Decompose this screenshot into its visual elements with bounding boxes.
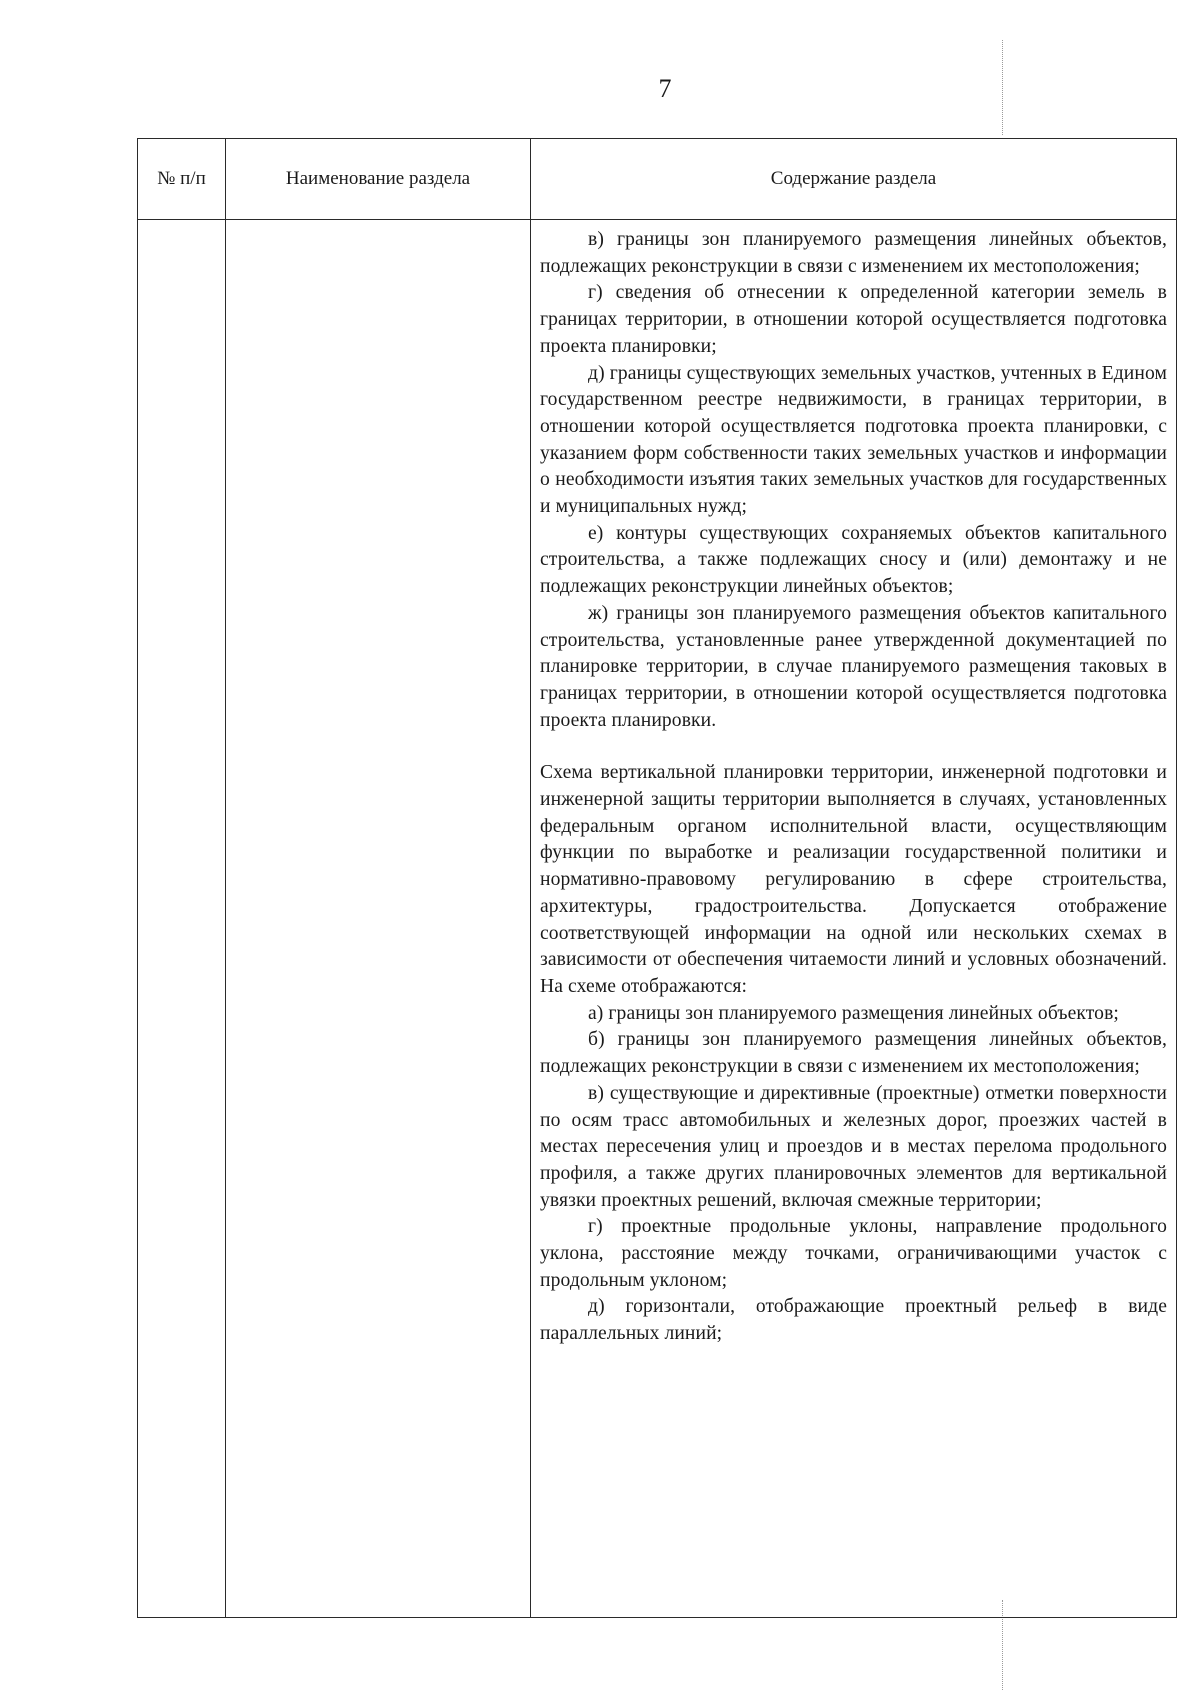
list-item: е) контуры существующих сохраняемых объектов капитального строительства, а также подлежащих сносу и (или) демонтажу и не подлежащих реконструкции линейных объектов; — [540, 522, 1167, 598]
header-number: № п/п — [138, 139, 226, 220]
document-table — [137, 138, 1177, 1618]
paragraph-gap — [540, 734, 1167, 760]
list-item: а) границы зон планируемого размещения линейных объектов; — [588, 1002, 1119, 1024]
page-number: 7 — [658, 74, 672, 103]
cell-section-content — [531, 220, 1177, 1618]
header-section-content: Содержание раздела — [531, 139, 1177, 220]
table-row — [138, 220, 1177, 1618]
cell-section-name — [226, 220, 531, 1618]
list-item: в) существующие и директивные (проектные) отметки поверхности по осям трасс автомобильных и железных дорог, проезжих частей в местах пересечения улиц и проездов и в местах перелома продольного профиля, а также других планировочных элементов для вертикальной увязки проектных решений, включая смежные территории; — [540, 1082, 1167, 1211]
list-item: ж) границы зон планируемого размещения объектов капитального строительства, установленные ранее утвержденной документацией по планировке территории, в случае планируемого размещения таковых в границах территории, в отношении которой осуществляется подготовка проекта планировки. — [540, 602, 1167, 731]
header-section-name: Наименование раздела — [226, 139, 531, 220]
scheme-intro-paragraph: Схема вертикальной планировки территории, инженерной подготовки и инженерной защиты территории выполняется в случаях, установленных федеральным органом исполнительной власти, осуществляющим функции по выработке и реализации государственной политики и нормативно-правовому регулированию в сфере строительства, архитектуры, градостроительства. Допускается отображение соответствующей информации на одной или нескольких схемах в зависимости от обеспечения читаемости линий и условных обозначений. На схеме отображаются: — [540, 762, 1167, 997]
scan-artifact-dots-top — [1002, 40, 1003, 135]
list-item: д) границы существующих земельных участков, учтенных в Едином государственном реестре недвижимости, в границах территории, в отношении которой осуществляется подготовка проекта планировки, с указанием форм собственности таких земельных участков и информации о необходимости изъятия таких земельных участков для государственных и муниципальных нужд; — [540, 362, 1167, 518]
table-header-row — [138, 139, 1177, 220]
list-item: в) границы зон планируемого размещения линейных объектов, подлежащих реконструкции в связи с изменением их местоположения; — [540, 229, 1167, 277]
list-item: б) границы зон планируемого размещения линейных объектов, подлежащих реконструкции в связи с изменением их местоположения; — [540, 1029, 1167, 1078]
cell-number — [138, 220, 226, 1618]
list-item: д) горизонтали, отображающие проектный рельеф в виде параллельных линий; — [540, 1296, 1167, 1345]
list-item: г) проектные продольные уклоны, направление продольного уклона, расстояние между точками, ограничивающими участок с продольным уклоном; — [540, 1216, 1167, 1291]
list-item: г) сведения об отнесении к определенной категории земель в границах территории, в отношении которой осуществляется подготовка проекта планировки; — [540, 282, 1167, 357]
